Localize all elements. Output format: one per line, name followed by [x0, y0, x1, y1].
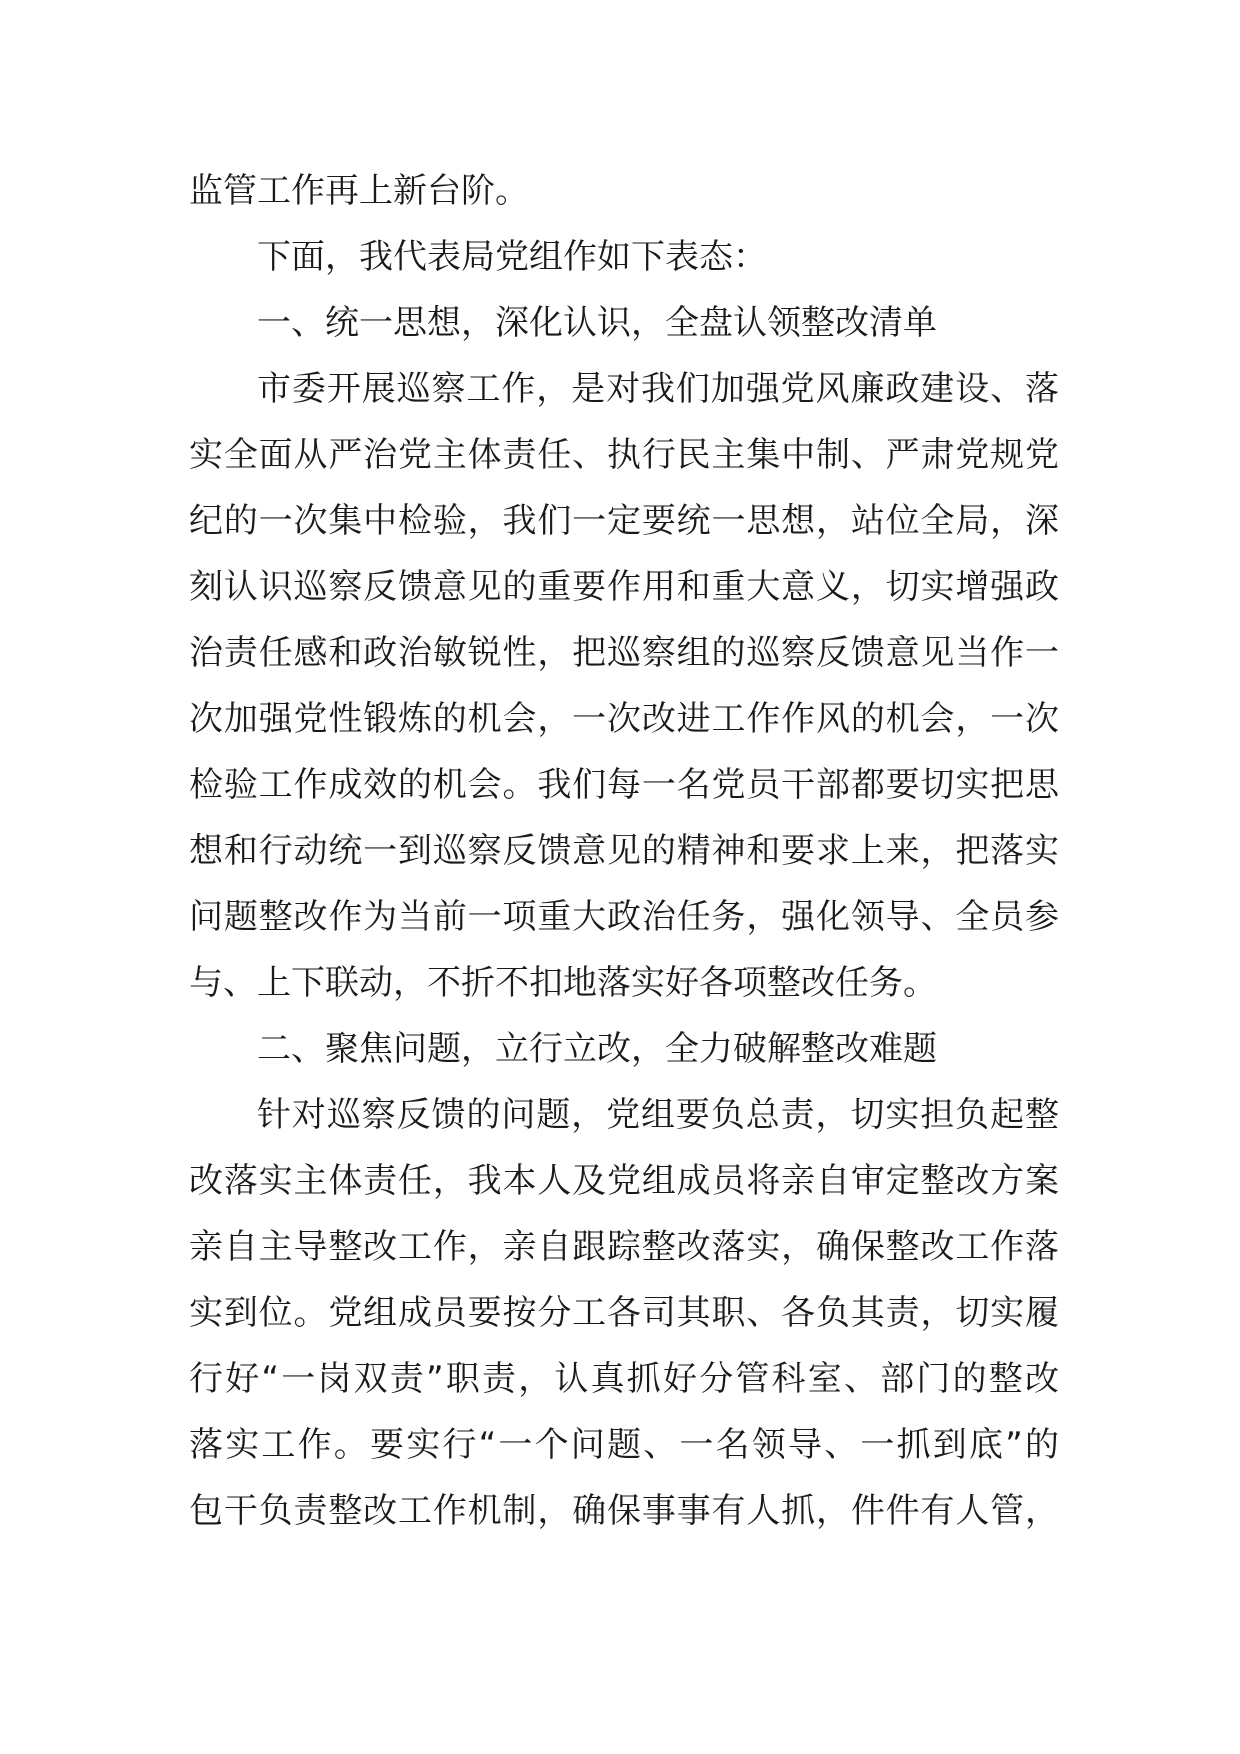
paragraph-line: 监管工作再上新台阶。 [189, 171, 529, 211]
section-heading: 二、聚焦问题，立行立改，全力破解整改难题 [257, 1029, 937, 1069]
paragraph-line: 纪的一次集中检验，我们一定要统一思想，站位全局，深 [189, 501, 1059, 541]
paragraph-line: 实全面从严治党主体责任、执行民主集中制、严肃党规党 [189, 435, 1059, 475]
paragraph-line: 亲自主导整改工作，亲自跟踪整改落实，确保整改工作落 [189, 1227, 1059, 1267]
paragraph-line: 行好“一岗双责”职责，认真抓好分管科室、部门的整改 [189, 1359, 1059, 1399]
paragraph-line: 刻认识巡察反馈意见的重要作用和重大意义，切实增强政 [189, 567, 1059, 607]
paragraph-line: 包干负责整改工作机制，确保事事有人抓，件件有人管， [189, 1491, 1059, 1531]
paragraph-line: 下面，我代表局党组作如下表态： [257, 237, 767, 277]
section-heading: 一、统一思想，深化认识，全盘认领整改清单 [257, 303, 937, 343]
paragraph-line: 次加强党性锻炼的机会，一次改进工作作风的机会，一次 [189, 699, 1059, 739]
paragraph-line: 实到位。党组成员要按分工各司其职、各负其责，切实履 [189, 1293, 1059, 1333]
paragraph-line: 想和行动统一到巡察反馈意见的精神和要求上来，把落实 [189, 831, 1059, 871]
paragraph-line: 治责任感和政治敏锐性，把巡察组的巡察反馈意见当作一 [189, 633, 1059, 673]
paragraph-line: 改落实主体责任，我本人及党组成员将亲自审定整改方案 [189, 1161, 1059, 1201]
document-body [189, 158, 1059, 1544]
paragraph-line: 与、上下联动，不折不扣地落实好各项整改任务。 [189, 963, 937, 1003]
paragraph-line: 检验工作成效的机会。我们每一名党员干部都要切实把思 [189, 765, 1059, 805]
paragraph-line: 问题整改作为当前一项重大政治任务，强化领导、全员参 [189, 897, 1059, 937]
paragraph-line: 落实工作。要实行“一个问题、一名领导、一抓到底”的 [189, 1425, 1059, 1465]
paragraph-line: 市委开展巡察工作，是对我们加强党风廉政建设、落 [257, 369, 1059, 409]
paragraph-line: 针对巡察反馈的问题，党组要负总责，切实担负起整 [257, 1095, 1059, 1135]
